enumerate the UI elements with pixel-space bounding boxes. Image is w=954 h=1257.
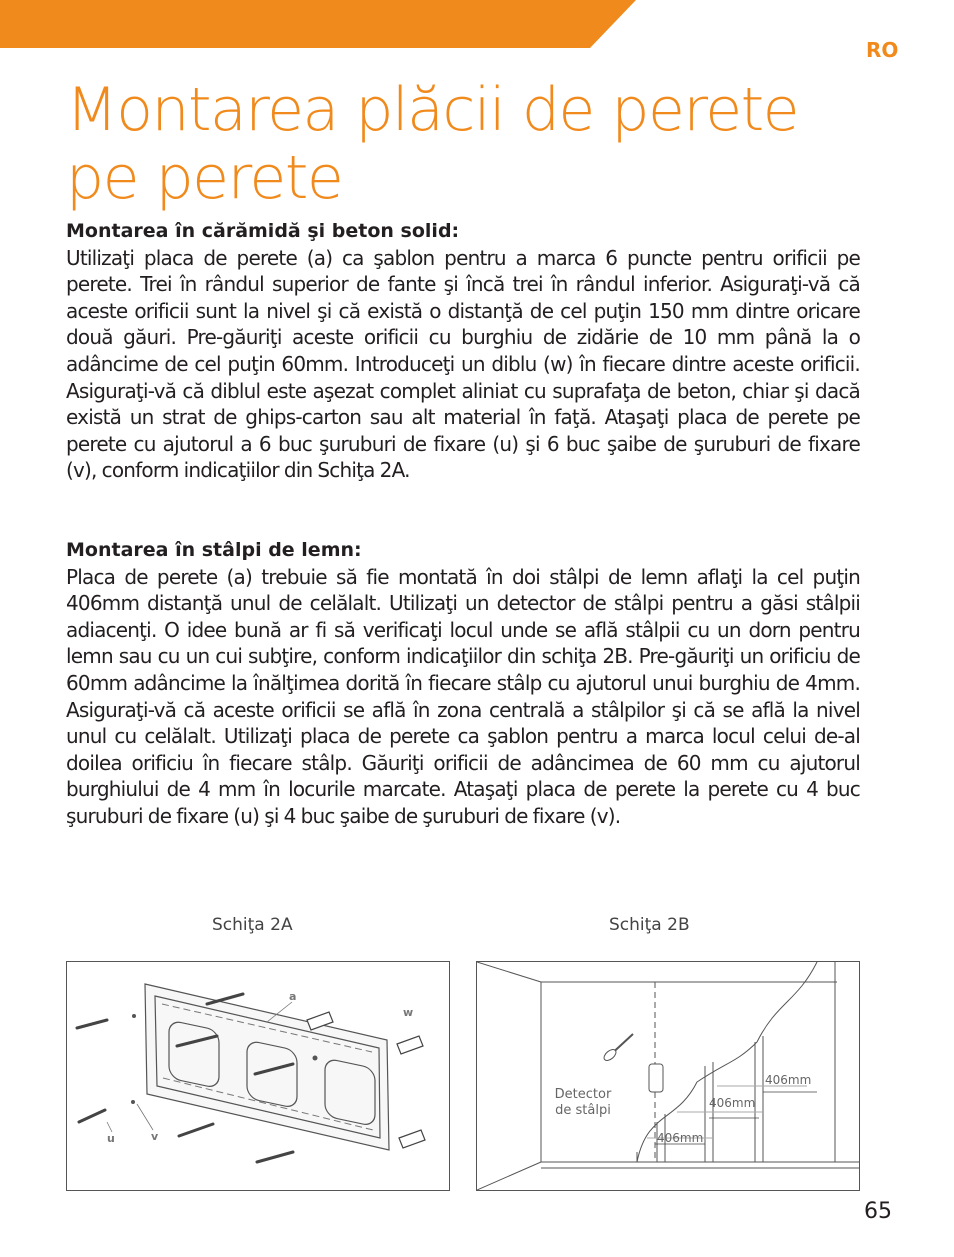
section-body: Utilizaţi placa de perete (a) ca şablon pentru a marca 6 puncte pentru orificii pe perete. Trei în rândul superior de fante şi încă trei în rândul inferior. Asiguraţi-vă că aceste orificii sunt la nivel şi că există o distanţă de cel puţin 150 mm dintre oricare două găuri. Pre-găuriţi aceste orificii cu burghiu de zidărie de 10 mm până la o adâncime de cel puţin 60mm. Introduceţi un diblu (w) în fiecare dintre aceste orificii. Asiguraţi-vă că diblul este aşezat complet aliniat cu suprafaţa de beton, chiar şi dacă există un strat de ghips-carton sau alt material în faţă. Ataşaţi placa de perete pe perete cu ajutorul a 6 buc şuruburi de fixare (u) şi 6 buc şaibe de şuruburi de fixare (v), conform indicaţiilor din Schiţa 2A. bbox=[66, 245, 860, 483]
figure-caption-2b: Schiţa 2B bbox=[609, 915, 690, 935]
section-heading: Montarea în stâlpi de lemn: bbox=[66, 539, 362, 561]
detector-label-line-1: Detector bbox=[554, 1087, 612, 1102]
page-title-line-2: pe perete bbox=[66, 143, 343, 213]
figure-2a-illustration bbox=[67, 962, 449, 1190]
detector-label-line-2: de stâlpi bbox=[555, 1103, 611, 1118]
page-title bbox=[66, 76, 886, 212]
section-heading: Montarea în cărămidă şi beton solid: bbox=[66, 220, 460, 242]
figure-2b-illustration bbox=[477, 962, 859, 1190]
label-plate: a bbox=[289, 990, 297, 1003]
spacing-label-3: 406mm bbox=[765, 1073, 812, 1087]
label-screw: u bbox=[107, 1132, 115, 1145]
page-title-line-1: Montarea plăcii de perete bbox=[66, 75, 799, 145]
header-accent-band bbox=[0, 0, 954, 48]
figure-caption-2a: Schiţa 2A bbox=[212, 915, 293, 935]
language-code: RO bbox=[866, 38, 899, 62]
spacing-label-2: 406mm bbox=[709, 1096, 756, 1110]
page-number: 65 bbox=[864, 1199, 892, 1224]
figure-2a-brick-mounting bbox=[66, 961, 450, 1191]
figure-2b-stud-mounting bbox=[476, 961, 860, 1191]
label-washer: v bbox=[151, 1130, 159, 1143]
label-anchor: w bbox=[403, 1006, 414, 1019]
section-wood-studs bbox=[66, 537, 860, 830]
section-brick-concrete bbox=[66, 218, 860, 484]
section-body: Placa de perete (a) trebuie să fie montată în doi stâlpi de lemn aflaţi la cel puţin 406mm distanţă unul de celălalt. Utilizaţi un detector de stâlpi pentru a găsi stâlpii adiacenţi. O idee bună ar fi să verificaţi locul unde se află stâlpii cu un dorn pentru lemn sau cu un cui subţire, conform indicaţiilor din schiţa 2B. Pre-găuriţi un orificiu de 60mm adâncime la înălţimea dorită în fiecare stâlp cu ajutorul unui burghiu de 4mm. Asiguraţi-vă că aceste orificii se află în zona centrală a stâlpilor şi că se află la nivel unul cu celălalt. Utilizaţi placa de perete ca şablon pentru a marca locul celui de-al doilea orificiu în fiecare stâlp. Găuriţi orificii de adâncimea de 60 mm cu ajutorul burghiului de 4 mm în locurile marcate. Ataşaţi placa de perete la perete cu 4 buc şuruburi de fixare (u) şi 4 buc şaibe de şuruburi de fixare (v). bbox=[66, 564, 860, 828]
spacing-label-1: 406mm bbox=[657, 1131, 704, 1145]
